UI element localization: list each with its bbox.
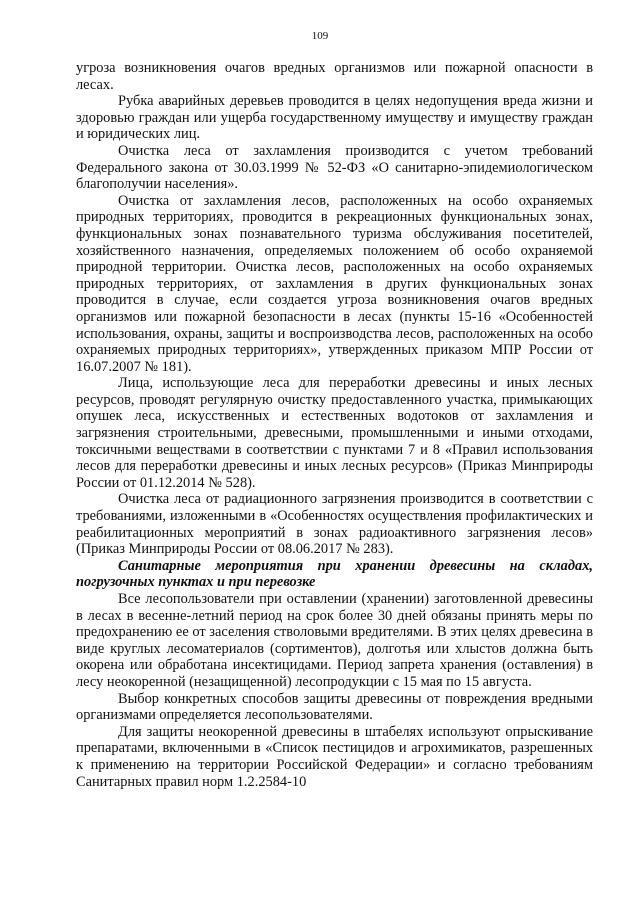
paragraph: Очистка леса от захламления производится с учетом требований Федерального закона от 30.03.1999 № 52-ФЗ «О санитарно-эпидемиологическом благополучии населения». — [76, 142, 593, 193]
paragraph: Выбор конкретных способов защиты древесины от повреждения вредными организмами определяется лесопользователями. — [76, 690, 593, 724]
paragraph: Рубка аварийных деревьев проводится в целях недопущения вреда жизни и здоровью граждан или ущерба государственному имуществу и имуществу граждан и юридических лиц. — [76, 93, 593, 143]
paragraph: Очистка от захламления лесов, расположенных на особо охраняемых природных территориях, проводится в рекреационных функциональных зонах, функциональных зонах познавательного туризма обслуживания посетителей, хозяйственного назначения, определяемых положением об особо охраняемой природной территории. Очистка лесов, расположенных на особо охраняемых природных территориях, от захламления в других функциональных зонах проводится в случае, если создается угроза возникновения очагов вредных организмов или пожарной безопасности в лесах (пункты 15-16 «Особенностей использования, охраны, защиты и воспроизводства лесов, расположенных на особо охраняемых природных территориях», утвержденных приказом МПР России от 16.07.2007 № 181). — [76, 192, 593, 375]
paragraph: Все лесопользователи при оставлении (хранении) заготовленной древесины в лесах в весенне-летний период на срок более 30 дней обязаны принять меры по предохранению ее от заселения стволовыми вредителями. В этих целях древесина в виде круглых лесоматериалов (сортиментов), долготья или хлыстов должна быть окорена или обработана инсектицидами. Период запрета хранения (оставления) в лесу неокоренной (незащищенной) лесопродукции с 15 мая по 15 августа. — [76, 591, 593, 690]
page-number: 109 — [311, 30, 329, 42]
page-body — [76, 60, 593, 790]
paragraph: Лица, использующие леса для переработки древесины и иных лесных ресурсов, проводят регулярную очистку предоставленного участка, примыкающих опушек леса, искусственных и естественных водотоков от захламления и загрязнения строительными, древесными, промышленными и иными отходами, токсичными веществами в соответствии с пунктами 7 и 8 «Правил использования лесов для переработки древесины и иных лесных ресурсов» (Приказ Минприроды России от 01.12.2014 № 528). — [76, 375, 593, 491]
paragraph: Для защиты неокоренной древесины в штабелях используют опрыскивание препаратами, включенными в «Список пестицидов и агрохимикатов, разрешенных к применению на территории Российской Федерации» и согласно требованиям Санитарных правил норм 1.2.2584-10 — [76, 723, 593, 790]
paragraph: Очистка леса от радиационного загрязнения производится в соответствии с требованиями, изложенными в «Особенностях осуществления профилактических и реабилитационных мероприятий в зонах радиоактивного загрязнения лесов» (Приказ Минприроды России от 08.06.2017 № 283). — [76, 491, 593, 558]
section-heading: Санитарные мероприятия при хранении древесины на складах, погрузочных пунктах и при перевозке — [76, 557, 593, 591]
paragraph: угроза возникновения очагов вредных организмов или пожарной опасности в лесах. — [76, 60, 593, 93]
